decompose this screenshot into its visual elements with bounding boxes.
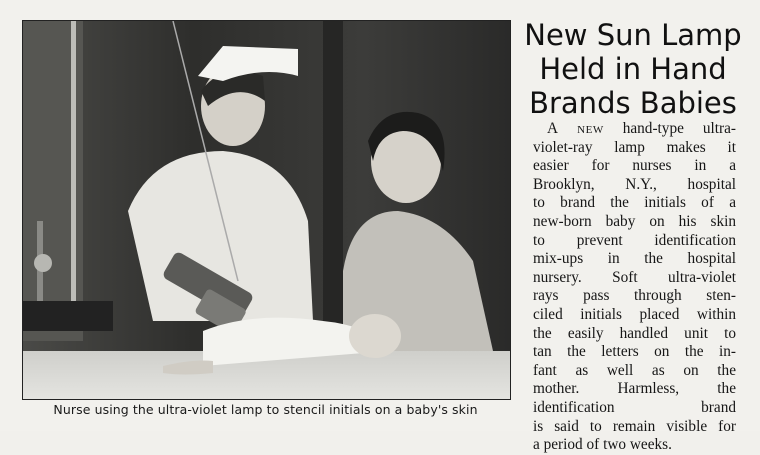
body-line: fant as well as on the	[533, 361, 736, 379]
body-line: to brand the initials of a	[533, 194, 736, 212]
body-line: new-born baby on his skin	[533, 212, 736, 230]
headline-line: New Sun Lamp	[524, 18, 742, 52]
body-line: is said to remain visible for	[533, 417, 736, 435]
headline	[520, 18, 746, 120]
photo-illustration	[23, 21, 510, 399]
body-line: easier for nurses in a	[533, 157, 736, 175]
body-line-first	[533, 120, 736, 139]
body-line: a period of two weeks.	[533, 436, 672, 454]
body-line: violet-ray lamp makes it	[533, 138, 736, 156]
body-line: nursery. Soft ultra-violet	[533, 268, 736, 286]
body-line: ciled initials placed within	[533, 305, 736, 323]
body-line: Brooklyn, N.Y., hospital	[533, 175, 736, 193]
body-line: mother. Harmless, the	[533, 380, 736, 398]
article-body	[533, 120, 736, 455]
photo-caption: Nurse using the ultra-violet lamp to stencil initials on a baby's skin	[53, 402, 478, 417]
body-line-text: hand-type ultra-	[603, 120, 736, 137]
body-line: rays pass through sten-	[533, 287, 736, 305]
body-line: mix-ups in the hospital	[533, 250, 736, 268]
news-photo	[22, 20, 511, 400]
body-line: identification brand	[533, 398, 736, 416]
headline-line: Brands Babies	[529, 86, 737, 120]
headline-line: Held in Hand	[539, 52, 727, 86]
body-line: to prevent identification	[533, 231, 736, 249]
lead-word: A new	[547, 120, 604, 137]
body-line: tan the letters on the in-	[533, 343, 736, 361]
body-line: the easily handled unit to	[533, 324, 736, 342]
